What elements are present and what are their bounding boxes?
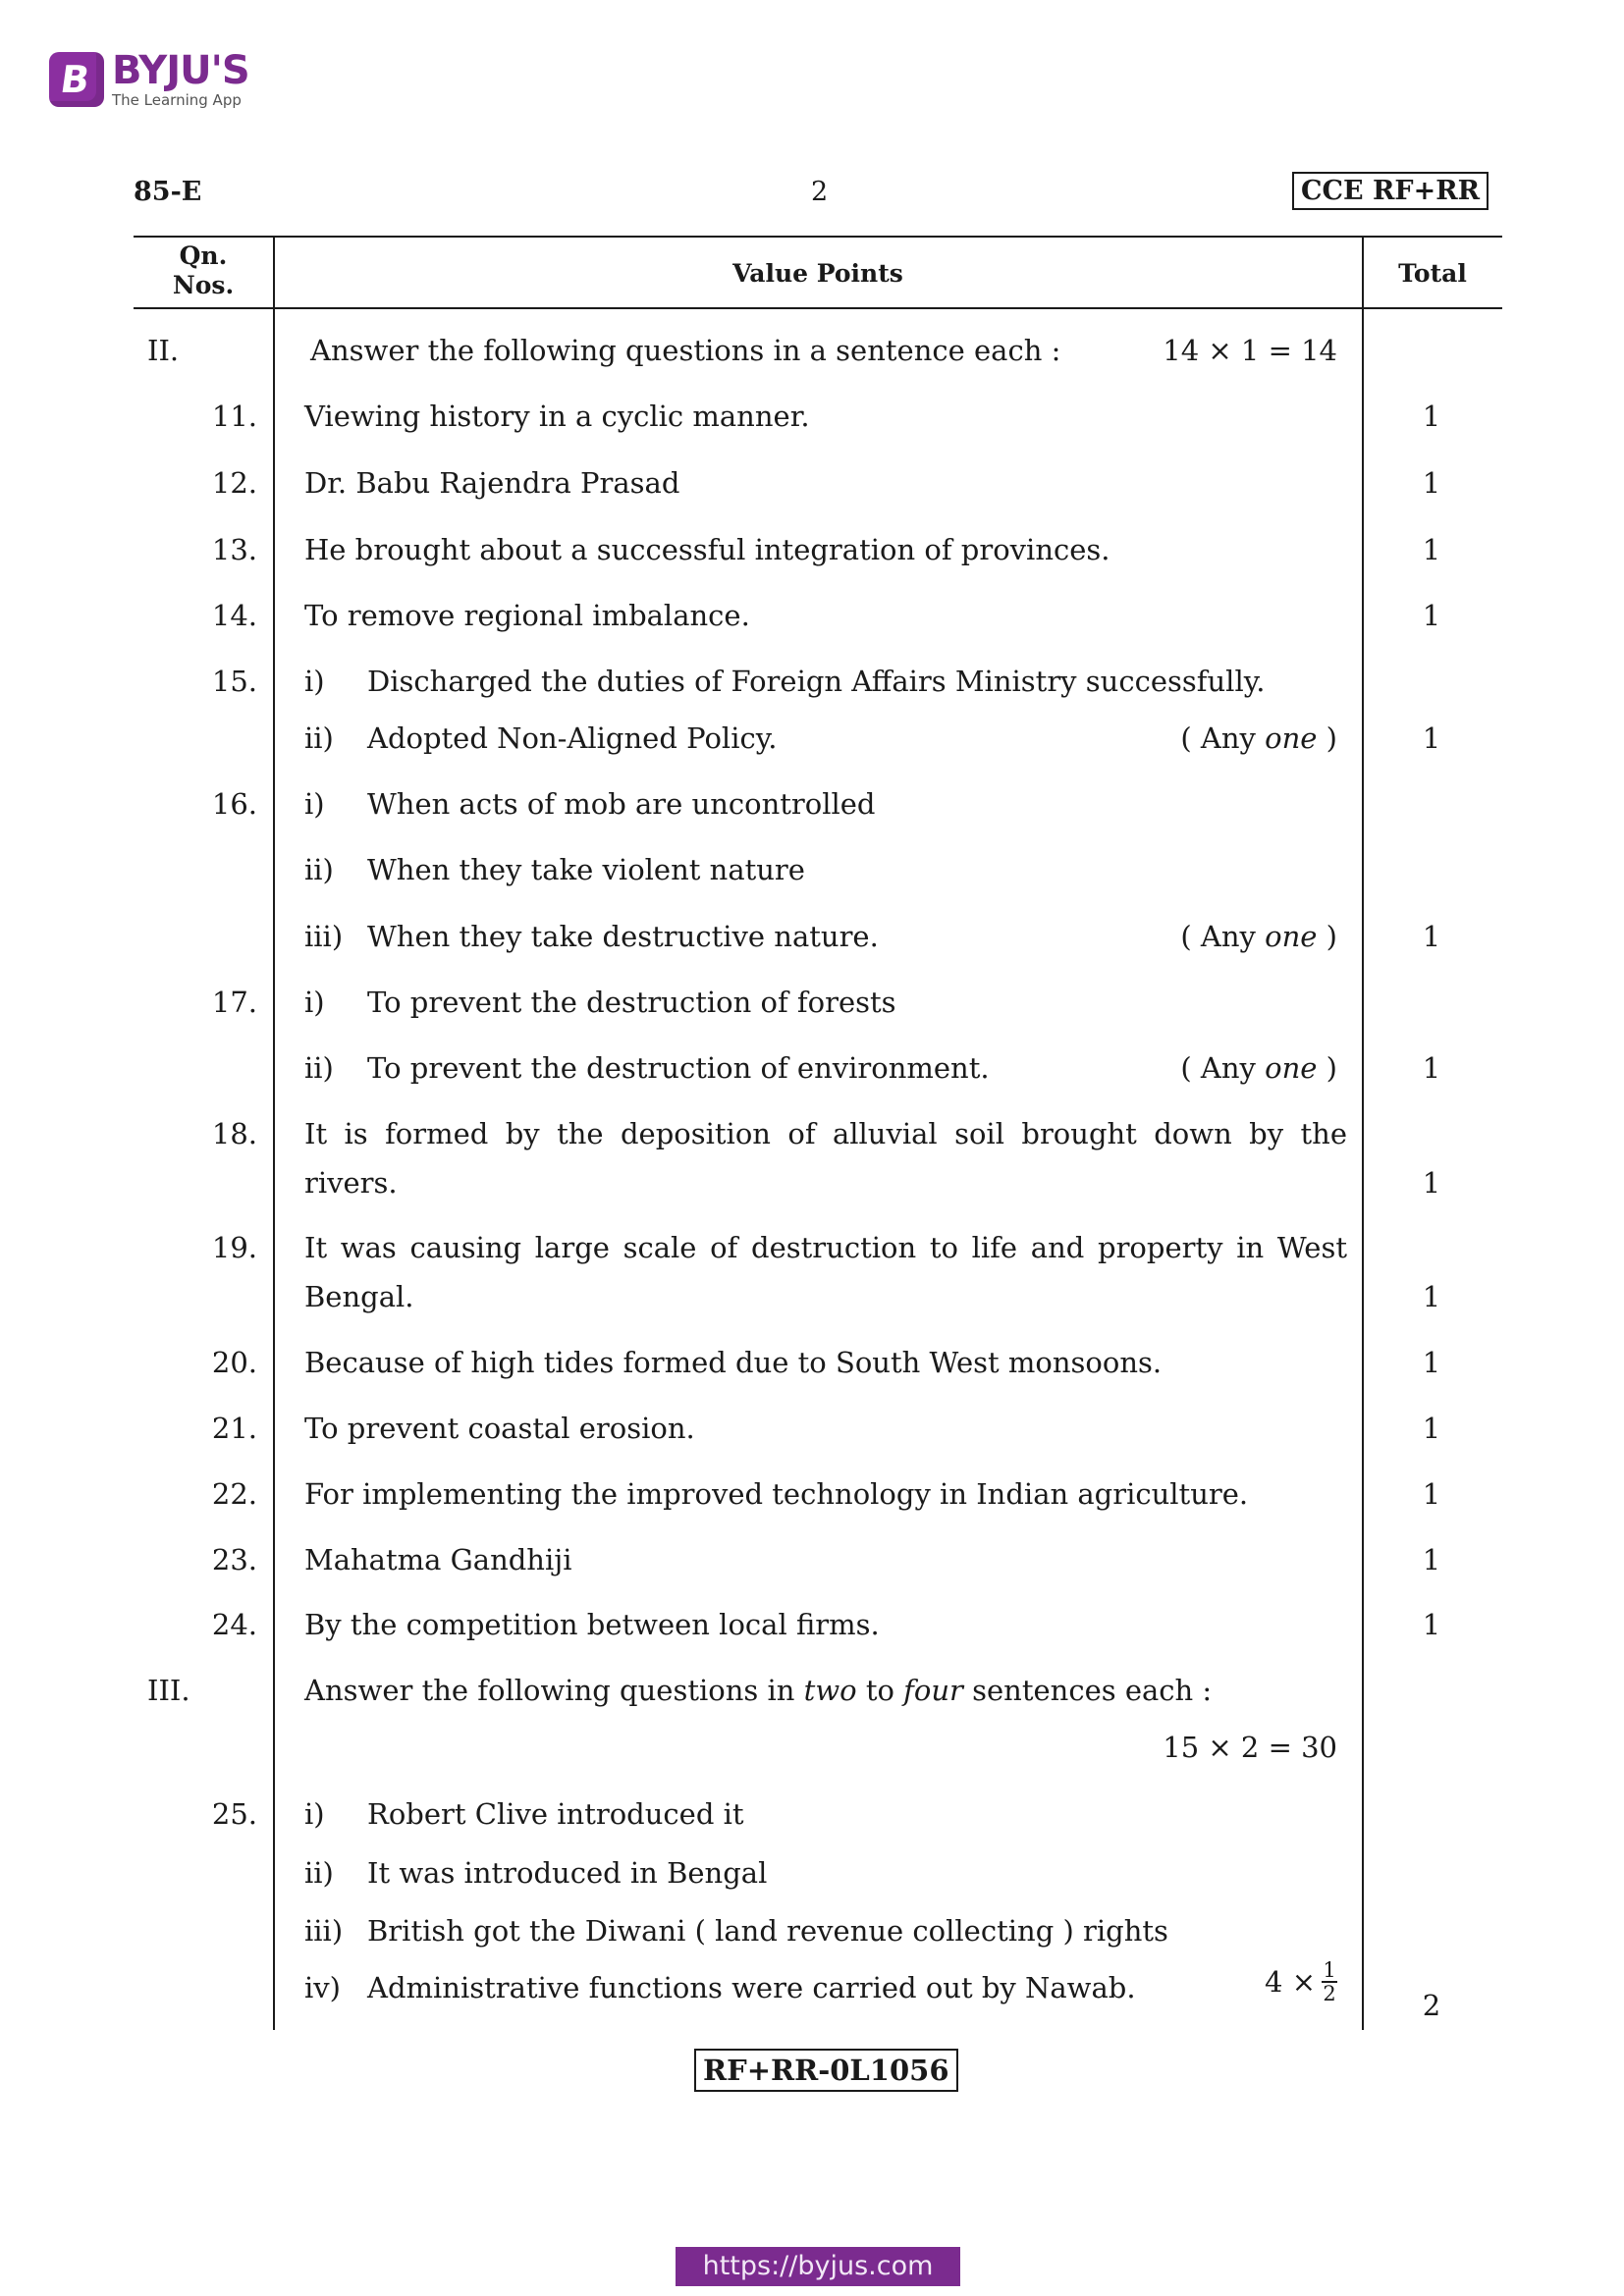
answer-mark: 1 [1422, 920, 1441, 953]
sub-point-text: British got the Diwani ( land revenue collecting ) rights [367, 1914, 1168, 1948]
answer-text-line: Bengal. [304, 1280, 414, 1313]
question-number: 20. [211, 1346, 257, 1379]
answer-mark: 1 [1422, 599, 1441, 632]
byjus-logo [49, 48, 249, 109]
sub-point-text: When they take destructive nature. [367, 920, 879, 953]
sub-point-text: To prevent the destruction of environment. [367, 1051, 990, 1085]
sub-point-label: ii) [304, 1856, 334, 1890]
sub-point-label: i) [304, 986, 325, 1019]
answer-text: For implementing the improved technology in Indian agriculture. [304, 1477, 1249, 1511]
sub-point-text: Robert Clive introduced it [367, 1797, 744, 1831]
answer-text: Viewing history in a cyclic manner. [304, 400, 810, 433]
table-top-rule [134, 236, 1502, 238]
question-number: 22. [211, 1477, 257, 1511]
answer-text: He brought about a successful integration of provinces. [304, 533, 1110, 566]
page-number: 2 [811, 177, 829, 207]
sub-point-label: iii) [304, 920, 344, 953]
answer-text-line: It is formed by the deposition of alluvial soil brought down by the [304, 1117, 1347, 1150]
answer-text: Because of high tides formed due to South West monsoons. [304, 1346, 1163, 1379]
table-divider-right [1362, 236, 1364, 2030]
sub-point-text: To prevent the destruction of forests [367, 986, 896, 1019]
section-number: III. [147, 1674, 190, 1707]
question-number: 12. [211, 466, 257, 500]
sub-point-label: ii) [304, 1051, 334, 1085]
sub-point-text: Administrative functions were carried out by Nawab. [367, 1971, 1136, 2004]
question-number: 16. [211, 787, 257, 821]
sub-point-label: ii) [304, 853, 334, 886]
half-fraction: $\frac{1}{2}$ [1323, 1958, 1336, 2005]
question-number: 17. [211, 986, 257, 1019]
paper-code: 85-E [134, 177, 202, 207]
answer-mark: 1 [1422, 400, 1441, 433]
sub-point-text: When acts of mob are uncontrolled [367, 787, 876, 821]
answer-mark: 1 [1422, 1543, 1441, 1576]
answer-mark: 1 [1422, 1346, 1441, 1379]
answer-mark: 1 [1422, 1051, 1441, 1085]
mark-split: 4 × $\frac{1}{2}$ [1265, 1958, 1336, 2005]
question-number: 15. [211, 665, 257, 698]
answer-mark: 1 [1422, 721, 1441, 755]
section-marks: 15 × 2 = 30 [1163, 1731, 1337, 1764]
answer-text-line: It was causing large scale of destruction to life and property in West [304, 1231, 1347, 1264]
source-url-banner[interactable]: https://byjus.com [676, 2247, 960, 2286]
footer-code-box: RF+RR-0L1056 [694, 2049, 958, 2092]
sub-point-label: i) [304, 1797, 325, 1831]
any-one-note: ( Any one ) [1180, 920, 1337, 953]
header-total: Total [1398, 259, 1467, 288]
answer-text: To remove regional imbalance. [304, 599, 750, 632]
answer-mark: 2 [1422, 1989, 1441, 2022]
sub-point-label: ii) [304, 721, 334, 755]
section-instruction: Answer the following questions in a sentence each : [310, 334, 1061, 367]
answer-text: By the competition between local firms. [304, 1608, 880, 1641]
sub-point-label: iv) [304, 1971, 341, 2004]
question-number: 14. [211, 599, 257, 632]
answer-text: Mahatma Gandhiji [304, 1543, 572, 1576]
sub-point-text: It was introduced in Bengal [367, 1856, 768, 1890]
question-number: 24. [211, 1608, 257, 1641]
answer-mark: 1 [1422, 1477, 1441, 1511]
question-number: 18. [211, 1117, 257, 1150]
header-qn-nos: Qn. Nos. [172, 241, 235, 299]
byjus-logo-icon: B [49, 52, 104, 107]
scheme-code-box: CCE RF+RR [1292, 172, 1489, 210]
answer-text-line: rivers. [304, 1166, 398, 1200]
section-number: II. [147, 334, 180, 367]
answer-mark: 1 [1422, 1412, 1441, 1445]
sub-point-label: i) [304, 787, 325, 821]
table-divider-left [273, 236, 275, 2030]
sub-point-label: i) [304, 665, 325, 698]
sub-point-text: Discharged the duties of Foreign Affairs Ministry successfully. [367, 665, 1266, 698]
question-number: 13. [211, 533, 257, 566]
answer-text: Dr. Babu Rajendra Prasad [304, 466, 680, 500]
answer-mark: 1 [1422, 1608, 1441, 1641]
any-one-note: ( Any one ) [1180, 721, 1337, 755]
header-value-points: Value Points [732, 259, 903, 288]
sub-point-text: Adopted Non-Aligned Policy. [367, 721, 778, 755]
answer-text: To prevent coastal erosion. [304, 1412, 695, 1445]
question-number: 11. [211, 400, 257, 433]
answer-mark: 1 [1422, 1166, 1441, 1200]
answer-mark: 1 [1422, 466, 1441, 500]
answer-mark: 1 [1422, 1280, 1441, 1313]
answer-mark: 1 [1422, 533, 1441, 566]
logo-name: BYJU'S [112, 48, 249, 93]
any-one-note: ( Any one ) [1180, 1051, 1337, 1085]
question-number: 19. [211, 1231, 257, 1264]
section-instruction: Answer the following questions in two to four sentences each : [304, 1674, 1213, 1707]
question-number: 23. [211, 1543, 257, 1576]
question-number: 25. [211, 1797, 257, 1831]
question-number: 21. [211, 1412, 257, 1445]
section-marks: 14 × 1 = 14 [1163, 334, 1337, 367]
sub-point-text: When they take violent nature [367, 853, 805, 886]
logo-tagline: The Learning App [112, 91, 242, 109]
sub-point-label: iii) [304, 1914, 344, 1948]
table-header-rule [134, 307, 1502, 309]
